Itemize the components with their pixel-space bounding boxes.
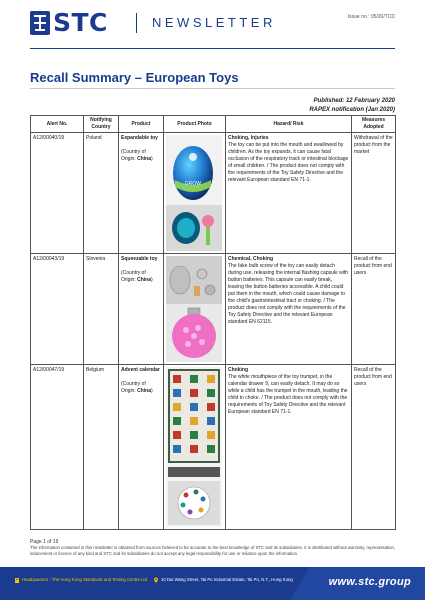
svg-text:GROW: GROW <box>184 181 202 187</box>
hazard-description: The toy can be put into the mouth and swallowed by children. As the toy expands, it can cause fatal occlusion of the respiratory track or intestinal blockage of small children. / The product does not comply with the requirements of the Toy Safety Directive and the relevant European standard EN 71-1. <box>228 141 349 183</box>
hq-address: 10 Dai Wang Street, Tai Po Industrial Estate, Tai Po, N.T., Hong Kong <box>160 577 293 583</box>
product-cell <box>119 133 164 254</box>
newsletter-label: NEWSLETTER <box>152 15 276 30</box>
title-rule <box>30 88 395 89</box>
advent-calendar-photo <box>166 367 222 527</box>
product-photo-cell <box>164 254 226 365</box>
header-hazard-risk: Hazard/ Risk <box>226 116 352 133</box>
measures-adopted: Recall of the product from end users <box>352 365 396 530</box>
country-of-origin: (Country of Origin: China) <box>121 148 153 162</box>
rapex-notification: RAPEX notification (Jan 2020) <box>309 107 395 113</box>
issue-number: Issue no.: 05/20/TCD <box>347 14 395 20</box>
hazard-risk-cell <box>226 254 352 365</box>
product-name: Expandable toy <box>121 134 158 141</box>
page-title: Recall Summary – European Toys <box>30 70 239 85</box>
product-name: Advent calendar <box>121 366 160 373</box>
notifying-country: Slovenia <box>84 254 119 365</box>
notifying-country: Belgium <box>84 365 119 530</box>
hazard-title: Choking, Injuries <box>228 134 269 141</box>
table-row <box>31 365 396 530</box>
product-photo-cell <box>164 365 226 530</box>
publication-info <box>309 97 395 115</box>
country-of-origin: (Country of Origin: China) <box>121 269 153 283</box>
header-product-photo: Product Photo <box>164 116 226 133</box>
stc-emblem-icon <box>30 11 50 35</box>
measures-adopted: Withdrawal of the product from the market <box>352 133 396 254</box>
product-name: Squeezable toy <box>121 255 158 262</box>
header-notifying-country: Notifying Country <box>84 116 119 133</box>
country-of-origin: (Country of Origin: China) <box>121 380 153 394</box>
page-number: Page 1 of 19 <box>30 539 59 545</box>
hazard-risk-cell <box>226 365 352 530</box>
hazard-description: The white mouthpiece of the toy trumpet, in the calendar drawer 9, can easily detach. It may do so while a child has the trumpet in the mouth, leading the child to choke. / The product does not comply with the requirements of Toy Safety Directive and the relevant European standard EN 71-1. <box>228 373 348 415</box>
product-cell <box>119 365 164 530</box>
header-product: Product <box>119 116 164 133</box>
squeezable-bulb-toy-photo <box>166 256 222 362</box>
newsletter-header <box>0 0 425 52</box>
notifying-country: Poland <box>84 133 119 254</box>
headquarters-info <box>14 577 293 583</box>
building-icon <box>14 577 20 583</box>
alert-number: A12/00040/19 <box>31 133 84 254</box>
location-pin-icon <box>153 577 159 583</box>
hazard-description: The fake bulb screw of the toy can easily detach during use, releasing the internal flashing capsule with button batteries. This capsule can easily break, leaving the button batteries accessible. A child could put them in the mouth, which could cause damage to the child's gastrointestinal tract or choking. / The product does not comply with the requirements of the Toy Safety Directive and the relevant European standard EN 62115. <box>228 262 349 325</box>
stc-logo <box>30 10 108 36</box>
logo-text: STC <box>53 8 108 37</box>
header-measures-adopted: Measures Adopted <box>352 116 396 133</box>
expandable-egg-toy-photo <box>166 135 222 251</box>
published-date: Published: 12 February 2020 <box>313 98 395 104</box>
table-row <box>31 254 396 365</box>
product-cell <box>119 254 164 365</box>
alert-number: A12/00047/19 <box>31 365 84 530</box>
disclaimer: The information contained in this newsletter is obtained from sources believed to be accurate to the best knowledge of STC and its subsidiaries. It is distributed without warranty, representation, inducement or licence of any kind and STC and its subsidiaries do not accept any legal responsibility for use or reliance upon the information. <box>30 545 396 556</box>
header-rule <box>30 48 395 49</box>
website-link[interactable]: www.stc.group <box>328 576 411 588</box>
hazard-title: Chemical, Choking <box>228 255 274 262</box>
hazard-title: Choking <box>228 366 248 373</box>
recall-table <box>30 115 396 530</box>
product-photo-cell <box>164 133 226 254</box>
alert-number: A12/00043/19 <box>31 254 84 365</box>
footer-bar <box>0 567 425 600</box>
table-row <box>31 133 396 254</box>
hq-label: Headquarters - The Hong Kong Standards and Testing Centre Ltd. <box>22 577 149 583</box>
header-divider <box>136 13 137 33</box>
measures-adopted: Recall of the product from end users <box>352 254 396 365</box>
hazard-risk-cell <box>226 133 352 254</box>
table-header-row <box>31 116 396 133</box>
header-alert-no: Alert No. <box>31 116 84 133</box>
